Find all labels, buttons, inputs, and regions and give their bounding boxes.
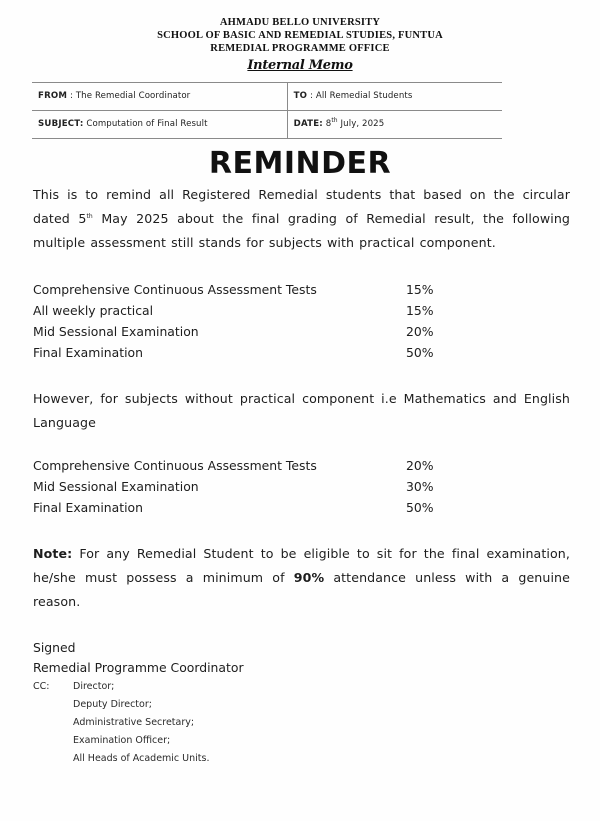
university-name: AHMADU BELLO UNIVERSITY — [219, 17, 381, 28]
assessment-weight: 20% — [406, 324, 434, 339]
subject-value: Computation of Final Result — [86, 119, 208, 129]
from-label: FROM — [38, 91, 68, 101]
assessment-list-with-practical — [33, 279, 570, 363]
assessment-weight: 20% — [406, 458, 434, 473]
assessment-weight: 15% — [406, 303, 434, 318]
cc-item: All Heads of Academic Units. — [73, 753, 210, 764]
paragraph-intro-part1: This is to remind all Registered Remedial students that based on the circular dated 5 — [33, 187, 570, 226]
cc-list — [33, 696, 570, 768]
assessment-name: Comprehensive Continuous Assessment Tests — [33, 282, 317, 297]
school-name: SCHOOL OF BASIC AND REMEDIAL STUDIES, FUNTUA — [157, 30, 443, 41]
cc-first-row — [33, 678, 570, 696]
list-item — [33, 321, 570, 342]
cc-item: Examination Officer; — [73, 735, 171, 746]
assessment-name: All weekly practical — [33, 303, 154, 318]
paragraph-without-practical: However, for subjects without practical component i.e Mathematics and English Language — [33, 391, 570, 430]
spacer — [33, 614, 570, 638]
note-label: Note: — [33, 546, 73, 561]
memo-heading: Internal Memo — [247, 58, 353, 73]
note-text-part2: attendance unless with a genuine reason. — [33, 570, 570, 609]
date-ordinal-suffix: th — [331, 117, 338, 125]
signature-block — [33, 638, 570, 678]
spacer — [33, 363, 570, 387]
date-label: DATE: — [293, 119, 323, 129]
assessment-name: Mid Sessional Examination — [33, 324, 199, 339]
list-item — [33, 497, 570, 518]
list-item — [33, 455, 570, 476]
date-rest: July, 2025 — [337, 119, 385, 129]
memo-body — [33, 183, 570, 768]
page-title: REMINDER — [208, 146, 392, 181]
paragraph-intro-part2: May 2025 about the final grading of Remedial result, the following multiple assessment still stands for subjects with practical component. — [33, 211, 570, 250]
note-attendance-percent: 90% — [293, 570, 325, 585]
date-day: 8 — [325, 119, 332, 129]
assessment-name: Final Examination — [33, 345, 143, 360]
to-cell — [287, 83, 502, 111]
table-row-subject-date — [32, 111, 502, 139]
signed-label: Signed — [33, 640, 76, 655]
subject-label: SUBJECT: — [38, 119, 84, 129]
cc-item: Director; — [73, 681, 115, 692]
list-item — [33, 342, 570, 363]
spacer — [33, 435, 570, 455]
subject-cell — [32, 111, 287, 139]
cc-label: CC: — [33, 681, 50, 692]
spacer — [33, 518, 570, 542]
from-cell — [32, 83, 287, 111]
signatory-role: Remedial Programme Coordinator — [33, 660, 244, 675]
to-label: TO — [293, 91, 308, 101]
assessment-name: Final Examination — [33, 500, 143, 515]
note-text-part1: For any Remedial Student to be eligible to sit for the final examination, he/she must possess a minimum of — [33, 546, 570, 585]
spacer — [33, 255, 570, 279]
assessment-name: Mid Sessional Examination — [33, 479, 199, 494]
list-item — [33, 279, 570, 300]
table-row-from-to — [32, 83, 502, 111]
office-name: REMEDIAL PROGRAMME OFFICE — [210, 43, 390, 54]
date-cell — [287, 111, 502, 139]
paragraph-note — [33, 542, 570, 614]
paragraph-intro — [33, 183, 570, 255]
list-item — [33, 476, 570, 497]
assessment-weight: 30% — [406, 479, 434, 494]
assessment-weight: 15% — [406, 282, 434, 297]
letterhead — [0, 0, 600, 73]
assessment-name: Comprehensive Continuous Assessment Tests — [33, 458, 317, 473]
assessment-list-without-practical — [33, 455, 570, 518]
list-item — [33, 300, 570, 321]
cc-item: Administrative Secretary; — [73, 717, 195, 728]
to-value: : All Remedial Students — [310, 91, 413, 101]
circular-date-ordinal-suffix: th — [86, 212, 93, 220]
cc-item: Deputy Director; — [73, 699, 152, 710]
assessment-weight: 50% — [406, 500, 434, 515]
assessment-weight: 50% — [406, 345, 434, 360]
from-value: : The Remedial Coordinator — [70, 91, 191, 101]
memo-header-table — [32, 82, 502, 139]
